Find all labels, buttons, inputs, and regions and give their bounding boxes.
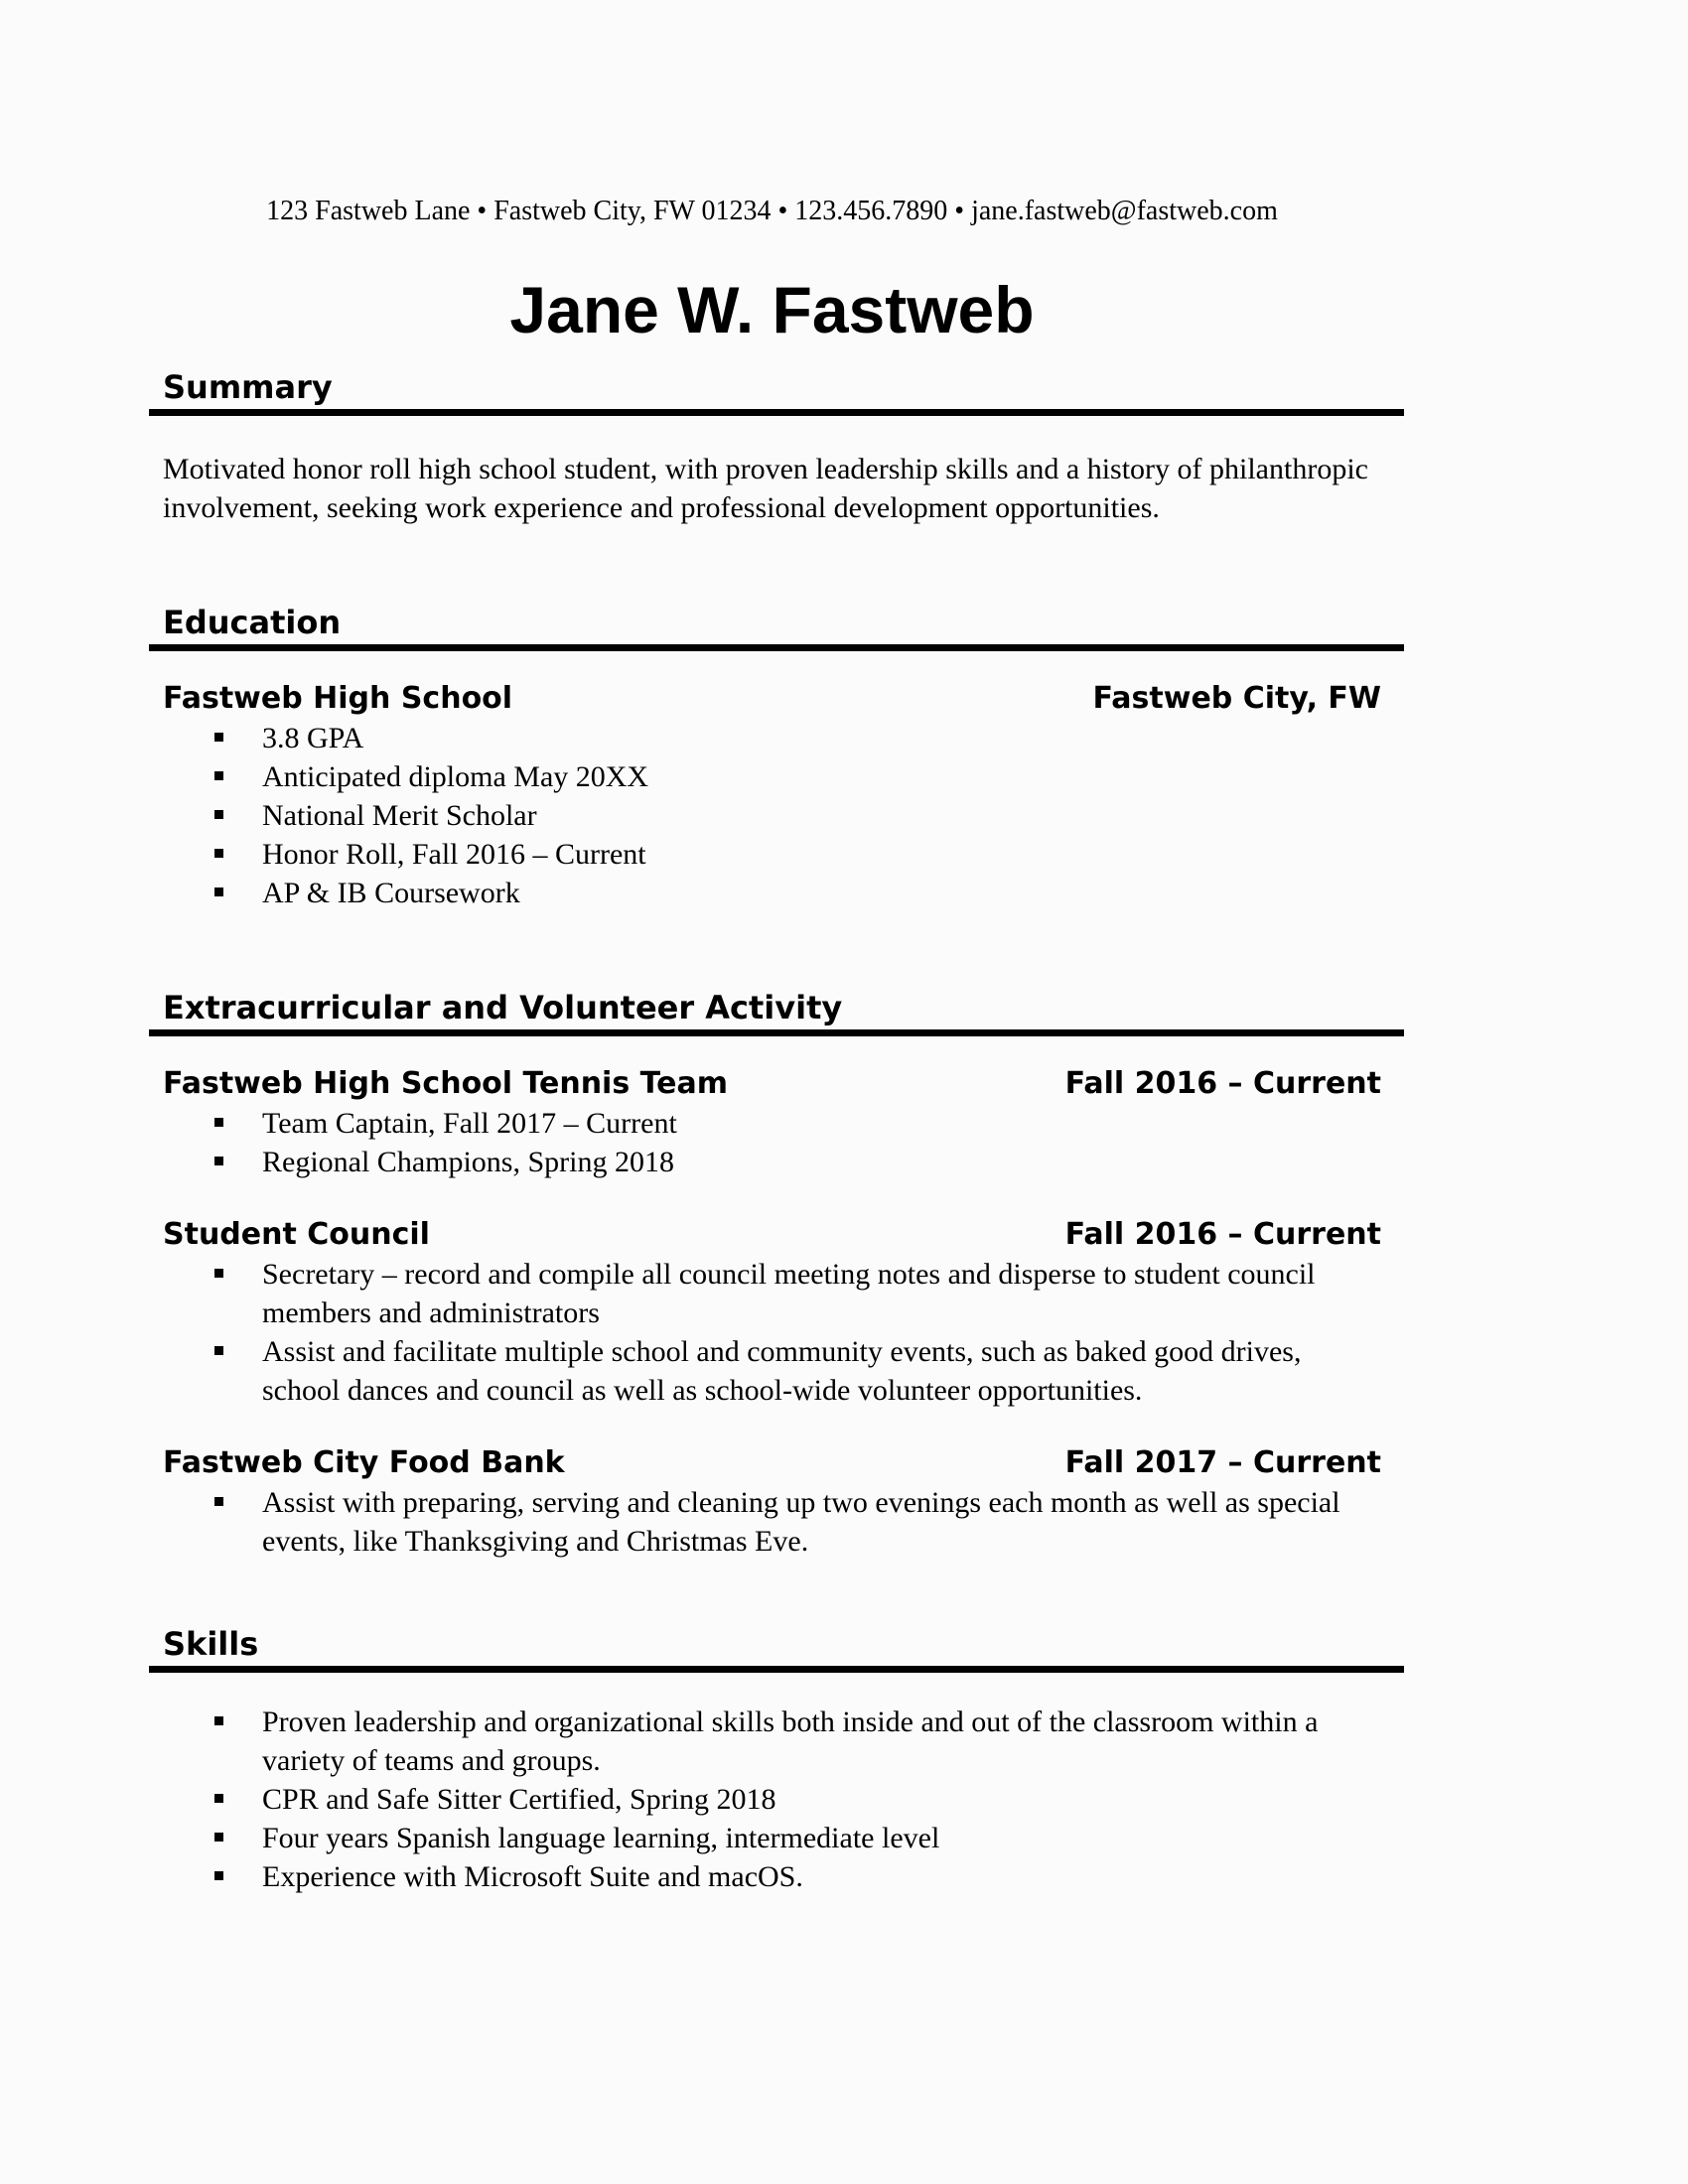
bullet-square-icon: [214, 1833, 223, 1842]
section-skills: [163, 1624, 1381, 1896]
activity-bullet-list: [163, 1255, 1381, 1410]
activity-entry-tennis: [163, 1066, 1381, 1181]
bullet-text: Secretary – record and compile all council meeting notes and disperse to student council members and administrators: [262, 1258, 1316, 1329]
bullet-item: [163, 1104, 1381, 1143]
bullet-item: [163, 1332, 1381, 1410]
entry-dates: Fall 2017 – Current: [1064, 1445, 1381, 1480]
entry-header: [163, 1066, 1381, 1102]
section-summary: [163, 367, 1381, 527]
bullet-item: [163, 757, 1381, 796]
activity-bullet-list: [163, 1483, 1381, 1561]
bullet-item: [163, 874, 1381, 912]
bullet-square-icon: [214, 1794, 223, 1803]
section-activities: [163, 988, 1381, 1561]
bullet-item: [163, 1483, 1381, 1561]
summary-paragraph: Motivated honor roll high school student, with proven leadership skills and a history of philanthropic involvement, seeking work experience and professional development opportunities.: [163, 453, 1368, 524]
entry-header: [163, 681, 1381, 717]
education-bullet-list: [163, 719, 1381, 912]
entry-header: [163, 1445, 1381, 1481]
organization-name: Student Council: [163, 1217, 430, 1252]
activity-entry-food-bank: [163, 1445, 1381, 1561]
bullet-text: 3.8 GPA: [262, 722, 364, 754]
bullet-square-icon: [214, 733, 223, 742]
bullet-item: [163, 835, 1381, 874]
bullet-item: [163, 1857, 1381, 1896]
bullet-item: [163, 1780, 1381, 1819]
person-name: Jane W. Fastweb: [509, 273, 1035, 346]
contact-line: 123 Fastweb Lane • Fastweb City, FW 01234 • 123.456.7890 • jane.fastweb@fastweb.com: [266, 196, 1278, 226]
bullet-square-icon: [214, 1497, 223, 1506]
bullet-text: CPR and Safe Sitter Certified, Spring 2018: [262, 1783, 776, 1816]
bullet-item: [163, 1143, 1381, 1181]
bullet-square-icon: [214, 771, 223, 780]
skills-section-title: Skills: [149, 1624, 1404, 1673]
bullet-item: [163, 1819, 1381, 1857]
bullet-text: Anticipated diploma May 20XX: [262, 760, 649, 793]
skills-bullet-list: [163, 1703, 1381, 1896]
bullet-text: Experience with Microsoft Suite and macOS.: [262, 1860, 803, 1893]
bullet-text: Honor Roll, Fall 2016 – Current: [262, 838, 646, 871]
activity-entry-student-council: [163, 1217, 1381, 1410]
bullet-square-icon: [214, 1118, 223, 1127]
bullet-item: [163, 719, 1381, 757]
entry-dates: Fall 2016 – Current: [1064, 1066, 1381, 1101]
school-location: Fastweb City, FW: [1092, 681, 1381, 716]
bullet-square-icon: [214, 1716, 223, 1725]
bullet-item: [163, 1703, 1381, 1780]
bullet-square-icon: [214, 887, 223, 896]
bullet-text: Regional Champions, Spring 2018: [262, 1146, 674, 1178]
activities-section-title: Extracurricular and Volunteer Activity: [149, 988, 1404, 1036]
bullet-text: AP & IB Coursework: [262, 877, 520, 909]
bullet-text: Assist with preparing, serving and cleaning up two evenings each month as well as special events, like Thanksgiving and Christmas Eve.: [262, 1486, 1340, 1558]
bullet-text: Assist and facilitate multiple school and community events, such as baked good drives, school dances and council as well as school-wide volunteer opportunities.: [262, 1335, 1302, 1407]
bullet-square-icon: [214, 810, 223, 819]
bullet-square-icon: [214, 1346, 223, 1355]
bullet-text: Team Captain, Fall 2017 – Current: [262, 1107, 677, 1140]
entry-header: [163, 1217, 1381, 1253]
bullet-item: [163, 796, 1381, 835]
education-section-title: Education: [149, 603, 1404, 651]
education-entry: [163, 681, 1381, 912]
bullet-text: Four years Spanish language learning, intermediate level: [262, 1822, 940, 1854]
bullet-text: Proven leadership and organizational skills both inside and out of the classroom within a variety of teams and groups.: [262, 1706, 1319, 1777]
summary-section-title: Summary: [149, 367, 1404, 416]
bullet-square-icon: [214, 1157, 223, 1165]
resume-header: [163, 193, 1381, 349]
organization-name: Fastweb High School Tennis Team: [163, 1066, 728, 1101]
entry-dates: Fall 2016 – Current: [1064, 1217, 1381, 1252]
bullet-square-icon: [214, 849, 223, 858]
activity-bullet-list: [163, 1104, 1381, 1181]
bullet-square-icon: [214, 1871, 223, 1880]
school-name: Fastweb High School: [163, 681, 513, 716]
organization-name: Fastweb City Food Bank: [163, 1445, 565, 1480]
section-education: [163, 603, 1381, 912]
bullet-item: [163, 1255, 1381, 1332]
bullet-text: National Merit Scholar: [262, 799, 537, 832]
bullet-square-icon: [214, 1269, 223, 1278]
